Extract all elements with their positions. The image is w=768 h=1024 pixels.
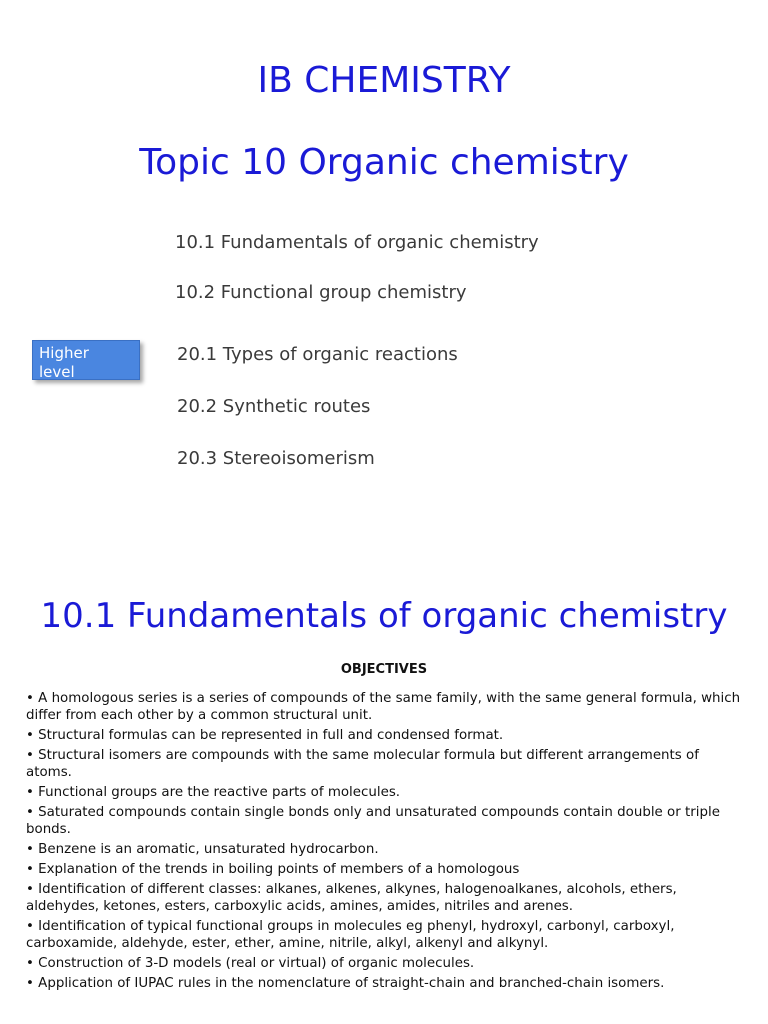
list-item: • Identification of typical functional groups in molecules eg phenyl, hydroxyl, carbonyl, carboxyl, carboxamide, aldehyde, ester, ether, amine, nitrile, alkyl, alkenyl and alkynyl. xyxy=(26,919,675,951)
higher-level-label: Higher level xyxy=(39,344,89,380)
objectives-list xyxy=(26,690,742,995)
topic-item-10-1: 10.1 Fundamentals of organic chemistry xyxy=(175,232,539,253)
higher-level-badge xyxy=(32,340,140,380)
list-item: • Structural formulas can be represented in full and condensed format. xyxy=(26,728,504,743)
page-title: IB CHEMISTRY xyxy=(257,60,511,101)
section-title: 10.1 Fundamentals of organic chemistry xyxy=(40,596,728,636)
list-item: • Explanation of the trends in boiling points of members of a homologous xyxy=(26,862,520,877)
objectives-heading: OBJECTIVES xyxy=(340,662,428,677)
list-item: • A homologous series is a series of compounds of the same family, with the same general formula, which differ from each other by a common structural unit. xyxy=(26,691,741,723)
list-item: • Benzene is an aromatic, unsaturated hydrocarbon. xyxy=(26,842,379,857)
list-item: • Saturated compounds contain single bonds only and unsaturated compounds contain double or triple bonds. xyxy=(26,805,720,837)
topic-title: Topic 10 Organic chemistry xyxy=(139,142,629,183)
list-item: • Identification of different classes: alkanes, alkenes, alkynes, halogenoalkanes, alcohols, ethers, aldehydes, ketones, esters, carboxylic acids, amines, amides, nitriles and arenes. xyxy=(26,882,677,914)
topic-item-20-1: 20.1 Types of organic reactions xyxy=(177,344,458,365)
list-item: • Application of IUPAC rules in the nomenclature of straight-chain and branched-chain isomers. xyxy=(26,976,665,991)
topic-item-20-2: 20.2 Synthetic routes xyxy=(177,396,371,417)
list-item: • Structural isomers are compounds with the same molecular formula but different arrangements of atoms. xyxy=(26,748,699,780)
topic-item-20-3: 20.3 Stereoisomerism xyxy=(177,448,375,469)
list-item: • Functional groups are the reactive parts of molecules. xyxy=(26,785,401,800)
topic-item-10-2: 10.2 Functional group chemistry xyxy=(175,282,467,303)
list-item: • Construction of 3-D models (real or virtual) of organic molecules. xyxy=(26,956,475,971)
objectives-slide xyxy=(0,576,768,1024)
